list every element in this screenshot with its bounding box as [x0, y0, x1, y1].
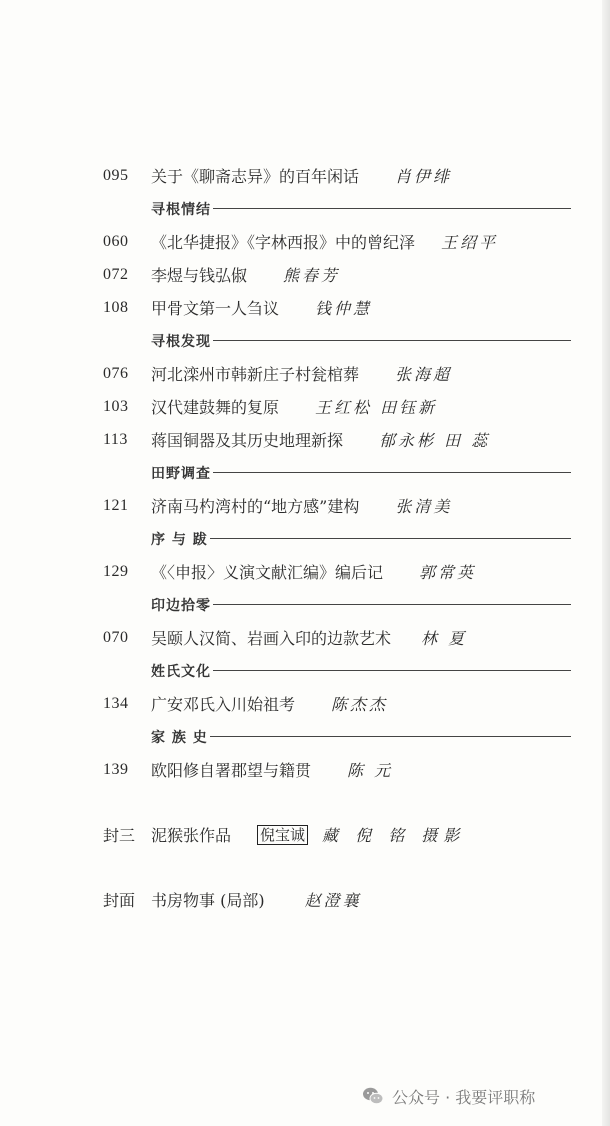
cover3-label: 封三 [103, 826, 136, 845]
article-author: 陈 元 [347, 761, 394, 780]
section-header [151, 720, 571, 753]
page-number: 121 [103, 496, 129, 514]
section-header [151, 654, 571, 687]
toc-entry [103, 159, 571, 192]
section-header [151, 588, 571, 621]
article-title: 河北滦州市韩新庄子村瓮棺葬 [151, 365, 360, 384]
section-header [151, 192, 571, 225]
page-number: 070 [103, 628, 129, 646]
article-author: 肖伊绯 [395, 167, 453, 186]
section-rule [213, 670, 571, 671]
article-author: 王红松 田钰新 [315, 398, 438, 417]
article-title: 李煜与钱弘俶 [151, 266, 248, 285]
toc-entry [103, 753, 571, 786]
watermark-text: 公众号 · 我要评职称 [392, 1087, 536, 1107]
wechat-icon [362, 1086, 384, 1106]
article-title: 济南马杓湾村的“地方感”建构 [151, 497, 360, 516]
toc-entry [103, 390, 571, 423]
toc-entry [103, 258, 571, 291]
toc-entry [103, 225, 571, 258]
article-author: 陈杰杰 [331, 695, 389, 714]
table-of-contents [103, 159, 571, 916]
section-header [151, 522, 571, 555]
article-author: 张清美 [395, 497, 453, 516]
cover-credit [103, 883, 571, 916]
article-author: 郁永彬 田 蕊 [379, 431, 491, 450]
section-label: 寻根情结 [151, 201, 211, 218]
article-title: 《〈申报〉义演文献汇编》编后记 [151, 563, 384, 582]
section-rule [213, 472, 571, 473]
cover-label: 封面 [103, 891, 136, 910]
article-title: 广安邓氏入川始祖考 [151, 695, 296, 714]
cover-title: 书房物事 (局部) [151, 891, 265, 910]
page-number: 103 [103, 397, 129, 415]
section-label: 序 与 跋 [151, 531, 208, 548]
toc-entry [103, 423, 571, 456]
page-number: 139 [103, 760, 129, 778]
page-number: 076 [103, 364, 129, 382]
section-label: 家 族 史 [151, 729, 208, 746]
section-label: 寻根发现 [151, 333, 211, 350]
section-label: 田野调查 [151, 465, 211, 482]
section-header [151, 324, 571, 357]
page-number: 072 [103, 265, 129, 283]
section-rule [213, 604, 571, 605]
article-title: 蒋国铜器及其历史地理新探 [151, 431, 344, 450]
article-author: 郭常英 [419, 563, 477, 582]
toc-entry [103, 555, 571, 588]
wechat-watermark [362, 1082, 535, 1110]
section-rule [213, 208, 571, 209]
cover3-photo-credit: 藏 倪 铭 摄影 [322, 826, 466, 845]
toc-entry [103, 621, 571, 654]
article-title: 《北华捷报》《字林西报》中的曾纪泽 [151, 233, 416, 252]
article-author: 张海超 [395, 365, 453, 384]
article-title: 欧阳修自署郡望与籍贯 [151, 761, 312, 780]
page-edge [602, 0, 610, 1126]
toc-entry [103, 489, 571, 522]
page-number: 113 [103, 430, 128, 448]
article-author: 王绍平 [441, 233, 499, 252]
article-title: 关于《聊斋志异》的百年闲话 [151, 167, 360, 186]
section-label: 印边拾零 [151, 597, 211, 614]
page-number: 108 [103, 298, 129, 316]
page-number: 095 [103, 166, 129, 184]
toc-entry [103, 687, 571, 720]
page-number: 060 [103, 232, 129, 250]
section-header [151, 456, 571, 489]
article-author: 林 夏 [421, 629, 468, 648]
article-title: 汉代建鼓舞的复原 [151, 398, 280, 417]
cover-author: 赵澄襄 [304, 891, 362, 910]
seal-stamp: 倪宝诚 [257, 825, 308, 845]
article-author: 熊春芳 [283, 266, 341, 285]
page-number: 134 [103, 694, 129, 712]
section-rule [210, 736, 571, 737]
article-title: 甲骨文第一人刍议 [151, 299, 280, 318]
toc-entry [103, 291, 571, 324]
article-title: 吴颐人汉简、岩画入印的边款艺术 [151, 629, 392, 648]
toc-entry [103, 357, 571, 390]
section-rule [210, 538, 571, 539]
cover3-credit [103, 818, 571, 851]
page-number: 129 [103, 562, 129, 580]
section-label: 姓氏文化 [151, 663, 211, 680]
cover3-title: 泥猴张作品 [151, 826, 232, 845]
section-rule [213, 340, 571, 341]
article-author: 钱仲慧 [315, 299, 373, 318]
